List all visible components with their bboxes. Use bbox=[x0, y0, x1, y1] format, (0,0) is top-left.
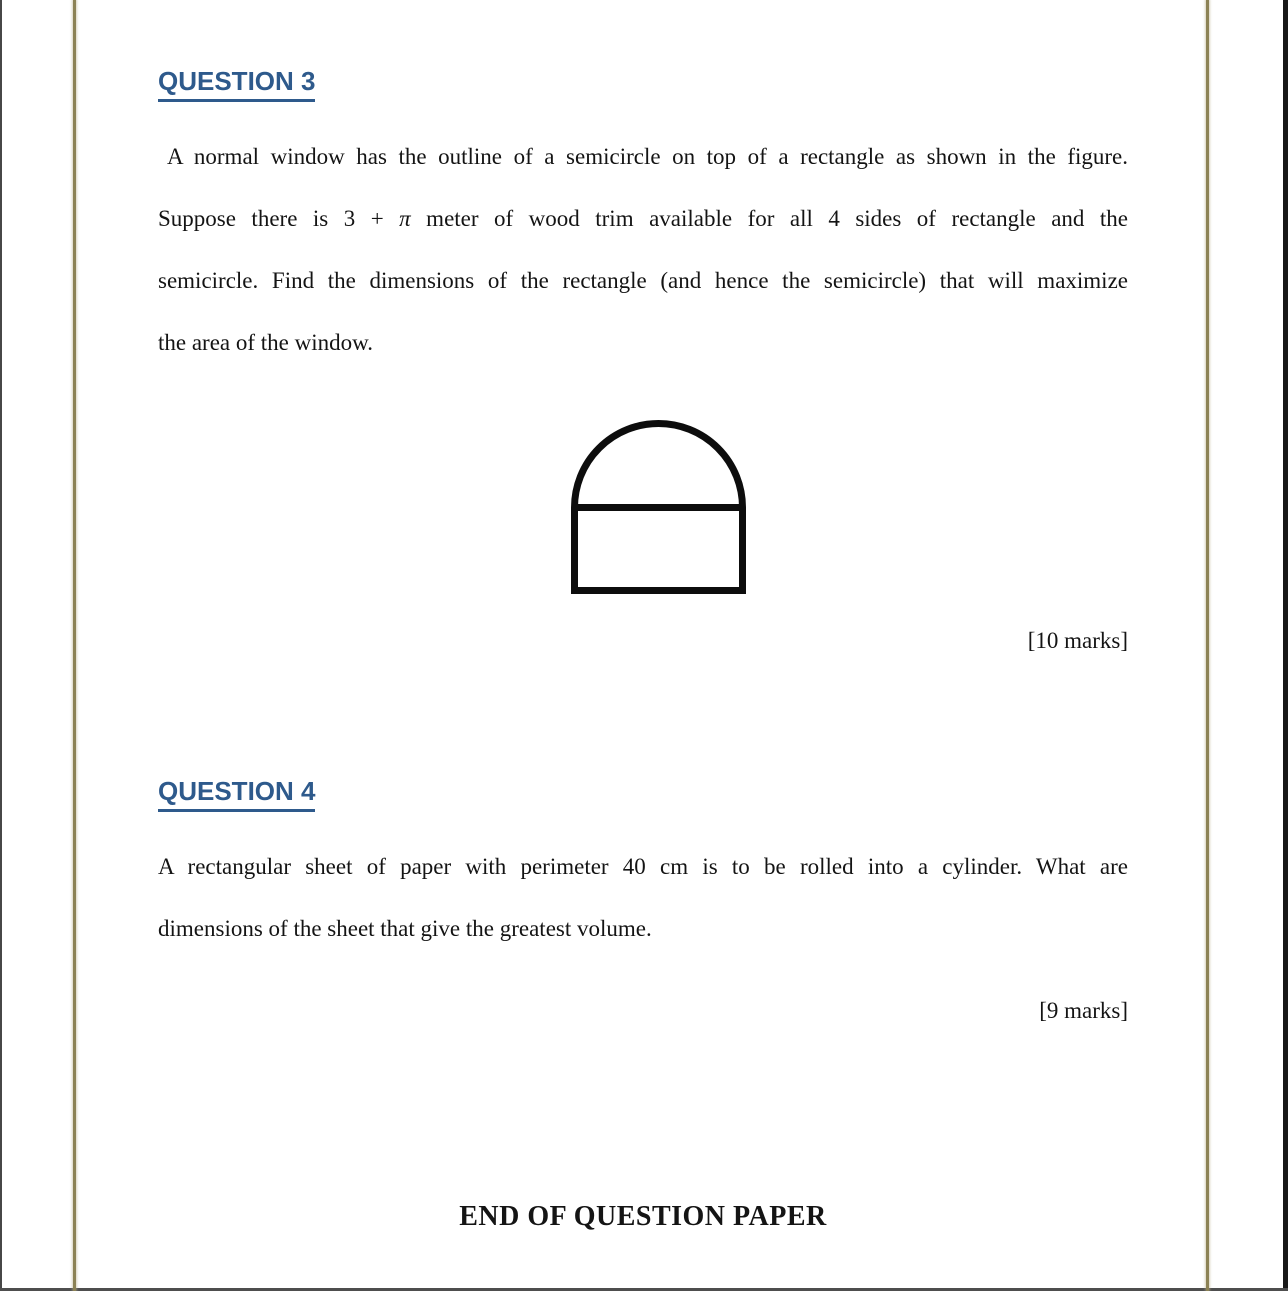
text-segment: Suppose there is bbox=[158, 206, 344, 231]
page-content bbox=[158, 0, 1128, 1291]
inline-math-expression: 3 + bbox=[343, 206, 400, 231]
question-3-heading bbox=[158, 66, 315, 102]
scan-edge-left bbox=[0, 0, 2, 1291]
page-border-rule-right bbox=[1206, 0, 1209, 1291]
page-border-rule-left bbox=[73, 0, 76, 1291]
question-3-text-line-3: semicircle. Find the dimensions of the rectangle (and hence the semicircle) that will maximize bbox=[158, 268, 1128, 293]
scan-edge-right bbox=[1283, 0, 1288, 1291]
question-4-heading bbox=[158, 776, 315, 812]
pi-symbol: π bbox=[399, 206, 411, 231]
question-3-text-line-2 bbox=[158, 188, 1128, 250]
question-4-text-line-1: A rectangular sheet of paper with perimeter 40 cm is to be rolled into a cylinder. What are bbox=[158, 854, 1128, 879]
question-3-heading-text: QUESTION 3 bbox=[158, 66, 315, 102]
text-segment: meter of wood trim available for all 4 sides of rectangle and the bbox=[410, 206, 1128, 231]
question-4-heading-text: QUESTION 4 bbox=[158, 776, 315, 812]
question-3-text-line-1: A normal window has the outline of a semicircle on top of a rectangle as shown in the figure. bbox=[167, 144, 1128, 169]
question-4-marks: [9 marks] bbox=[1039, 998, 1128, 1023]
end-of-paper-label: END OF QUESTION PAPER bbox=[459, 1201, 827, 1232]
question-3-marks: [10 marks] bbox=[1027, 628, 1128, 653]
window-figure bbox=[571, 412, 746, 594]
question-3-text-line-4: the area of the window. bbox=[158, 330, 374, 355]
semicircle-rectangle-outline bbox=[571, 412, 746, 594]
question-4-text-line-2: dimensions of the sheet that give the greatest volume. bbox=[158, 916, 652, 941]
